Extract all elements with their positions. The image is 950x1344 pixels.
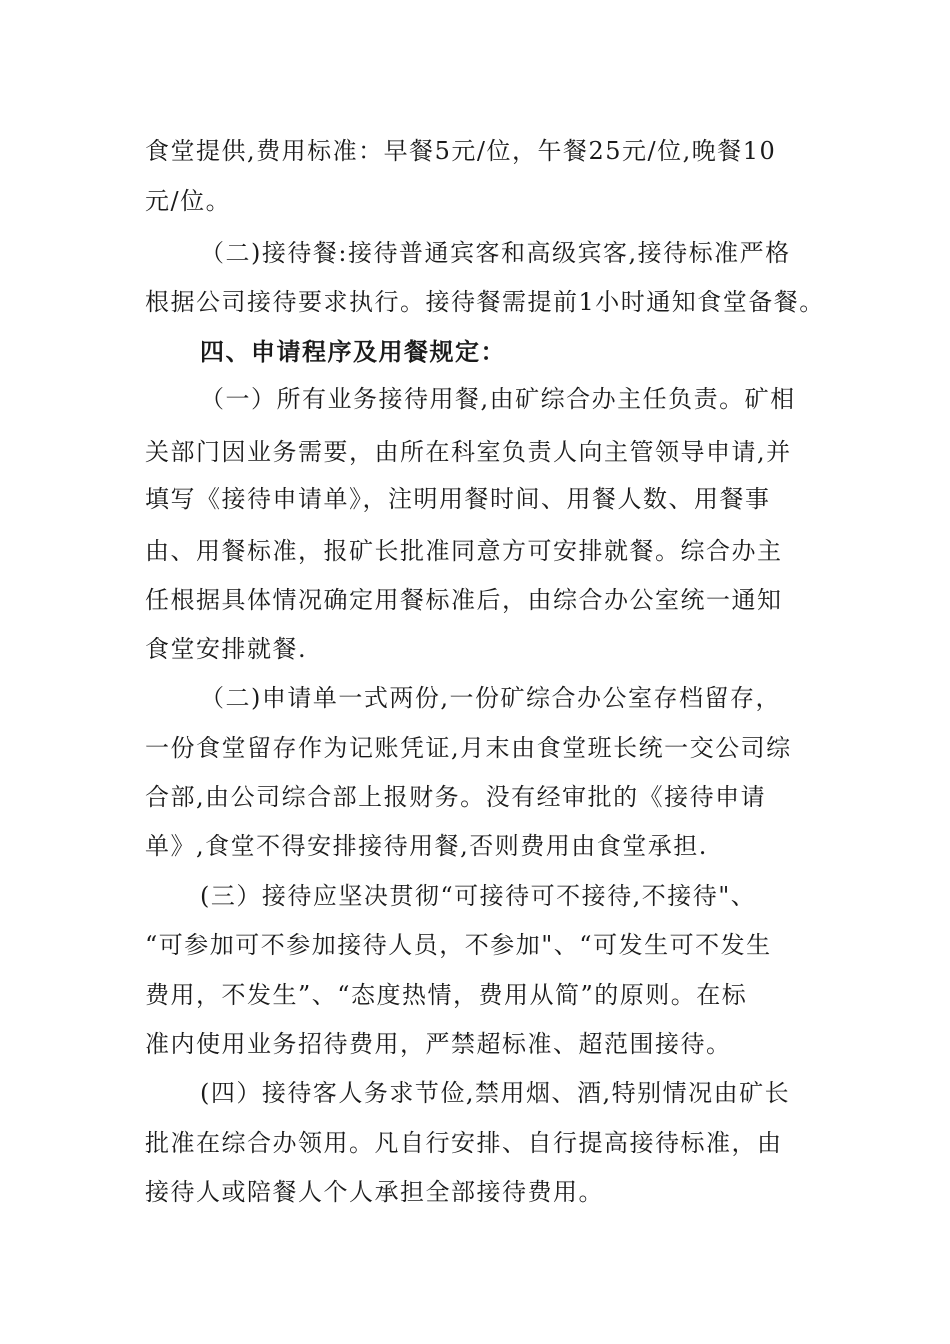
paragraph-line: 合部,由公司综合部上报财务。没有经审批的《接待申请: [145, 783, 767, 811]
paragraph-line: 根据公司接待要求执行。接待餐需提前1小时通知食堂备餐。: [145, 288, 825, 316]
paragraph-line: 准内使用业务招待费用，严禁超标准、超范围接待。: [145, 1030, 732, 1058]
paragraph-line: 填写《接待申请单》，注明用餐时间、用餐人数、用餐事: [145, 485, 771, 513]
paragraph-line: 由、用餐标准，报矿长批准同意方可安排就餐。综合办主: [145, 537, 783, 565]
section-heading: 四、申请程序及用餐规定：: [200, 337, 506, 366]
paragraph-line: 一份食堂留存作为记账凭证,月末由食堂班长统一交公司综: [145, 734, 792, 762]
paragraph-line: 批准在综合办领用。凡自行安排、自行提高接待标准，由: [145, 1129, 783, 1157]
paragraph-line: (四）接待客人务求节俭,禁用烟、酒,特别情况由矿长: [200, 1079, 791, 1107]
paragraph-line: 单》,食堂不得安排接待用餐,否则费用由食堂承担.: [145, 832, 708, 860]
paragraph-line: 任根据具体情况确定用餐标准后，由综合办公室统一通知: [145, 586, 783, 614]
paragraph-line: 关部门因业务需要，由所在科室负责人向主管领导申请,并: [145, 438, 792, 466]
paragraph-line: 食堂提供,费用标准：早餐5元/位，午餐25元/位,晚餐10: [145, 137, 777, 165]
paragraph-line: 食堂安排就餐.: [145, 635, 308, 663]
paragraph-line: （二)接待餐:接待普通宾客和高级宾客,接待标准严格: [200, 239, 791, 267]
paragraph-line: 费用，不发生”、“态度热情，费用从简”的原则。在标: [145, 981, 748, 1009]
paragraph-line: （一）所有业务接待用餐,由矿综合办主任负责。矿相: [200, 385, 796, 413]
paragraph-line: 元/位。: [145, 187, 232, 215]
paragraph-line: (三）接待应坚决贯彻“可接待可不接待,不接待"、: [200, 882, 757, 910]
paragraph-line: 接待人或陪餐人个人承担全部接待费用。: [145, 1178, 604, 1206]
paragraph-line: “可参加可不参加接待人员，不参加"、“可发生可不发生: [145, 931, 772, 959]
paragraph-line: （二)申请单一式两份,一份矿综合办公室存档留存，: [200, 684, 781, 712]
